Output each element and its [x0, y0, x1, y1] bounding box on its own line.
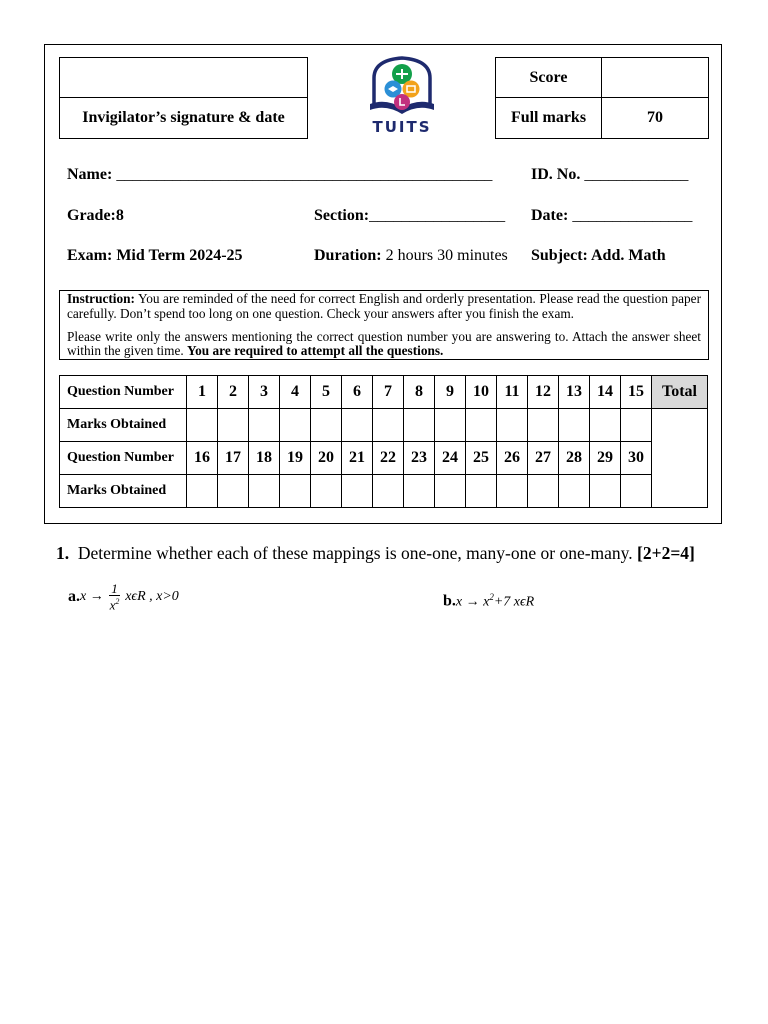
question-1-part-a	[68, 583, 179, 611]
section-field[interactable]	[314, 207, 505, 225]
question-number-cell: 6	[342, 376, 373, 409]
exam-field	[67, 247, 243, 265]
score-value-cell[interactable]	[601, 57, 709, 98]
total-header: Total	[652, 376, 708, 409]
marks-obtained-row-2	[60, 475, 708, 508]
marks-cell[interactable]	[559, 475, 590, 508]
full-marks-value: 70	[647, 109, 663, 126]
question-number-row-2	[60, 442, 708, 475]
marks-cell[interactable]	[621, 409, 652, 442]
instruction-text-1: You are reminded of the need for correct English and orderly presentation. Please read the question paper carefully. Don’t spend too long on one question. Check your answers after you finish the exam.	[67, 291, 701, 321]
id-line: _____________	[584, 166, 689, 183]
grade-label: Grade:	[67, 207, 116, 224]
marks-cell[interactable]	[590, 409, 621, 442]
marks-obtained-label: Marks Obtained	[60, 409, 187, 442]
full-marks-label-cell	[495, 97, 602, 139]
duration-field	[314, 247, 508, 265]
marks-cell[interactable]	[249, 475, 280, 508]
question-number-cell: 25	[466, 442, 497, 475]
question-number-cell: 19	[280, 442, 311, 475]
question-number-cell: 14	[590, 376, 621, 409]
score-label-cell	[495, 57, 602, 98]
question-number-cell: 7	[373, 376, 404, 409]
marks-cell[interactable]	[497, 409, 528, 442]
invigilator-label: Invigilator’s signature & date	[82, 109, 285, 126]
part-a-right: xϵR , x>0	[125, 589, 179, 605]
invigilator-label-cell	[59, 97, 308, 139]
question-number-cell: 21	[342, 442, 373, 475]
date-field[interactable]	[531, 207, 692, 225]
marks-cell[interactable]	[404, 409, 435, 442]
marks-cell[interactable]	[404, 475, 435, 508]
marks-obtained-label: Marks Obtained	[60, 475, 187, 508]
marks-cell[interactable]	[280, 409, 311, 442]
marks-cell[interactable]	[621, 475, 652, 508]
marks-cell[interactable]	[249, 409, 280, 442]
part-b-exp: 2	[489, 592, 494, 602]
question-1-marks: [2+2=4]	[637, 543, 695, 563]
question-number-cell: 29	[590, 442, 621, 475]
date-label: Date:	[531, 207, 569, 224]
id-label: ID. No.	[531, 166, 581, 183]
part-a-left: x →	[80, 589, 104, 605]
question-number-cell: 5	[311, 376, 342, 409]
subject-label: Subject: Add. Math	[531, 247, 666, 264]
full-marks-value-cell	[601, 97, 709, 139]
part-a-numerator: 1	[111, 581, 118, 596]
instruction-paragraph-2	[67, 330, 701, 360]
name-line: _______________________________________________	[116, 166, 493, 183]
question-number-cell: 9	[435, 376, 466, 409]
marks-obtained-row-1	[60, 409, 708, 442]
duration-label: Duration:	[314, 247, 382, 264]
exam-label: Exam: Mid Term 2024-25	[67, 247, 243, 264]
instruction-label: Instruction:	[67, 291, 135, 306]
marks-table	[59, 375, 708, 508]
question-number-cell: 26	[497, 442, 528, 475]
marks-cell[interactable]	[528, 409, 559, 442]
marks-cell[interactable]	[218, 475, 249, 508]
question-1-number: 1.	[56, 543, 70, 563]
marks-cell[interactable]	[342, 475, 373, 508]
duration-value: 2 hours 30 minutes	[385, 247, 508, 264]
instruction-text-2: Please write only the answers mentioning the correct question number you are answering to. Attach the answer sheet within the given time.	[67, 328, 701, 359]
question-number-label: Question Number	[60, 376, 187, 409]
part-a-den-exp: 2	[115, 597, 120, 606]
logo-text: TUITS	[372, 118, 432, 136]
question-number-cell: 24	[435, 442, 466, 475]
question-number-cell: 27	[528, 442, 559, 475]
marks-cell[interactable]	[280, 475, 311, 508]
grade-field	[67, 207, 124, 225]
date-line: _______________	[572, 207, 693, 224]
marks-cell[interactable]	[559, 409, 590, 442]
part-b-right: +7 xϵR	[493, 594, 535, 610]
instruction-text-2-bold: You are required to attempt all the questions.	[187, 343, 444, 359]
marks-cell[interactable]	[373, 409, 404, 442]
question-number-cell: 12	[528, 376, 559, 409]
instruction-paragraph-1	[67, 292, 701, 322]
question-number-cell: 13	[559, 376, 590, 409]
question-number-cell: 30	[621, 442, 652, 475]
marks-cell[interactable]	[466, 475, 497, 508]
question-number-cell: 22	[373, 442, 404, 475]
question-number-cell: 1	[187, 376, 218, 409]
section-label: Section:	[314, 207, 370, 224]
question-number-cell: 23	[404, 442, 435, 475]
question-number-cell: 11	[497, 376, 528, 409]
question-number-cell: 3	[249, 376, 280, 409]
question-1	[56, 543, 695, 564]
id-field[interactable]	[531, 166, 688, 184]
grade-value: 8	[115, 207, 124, 224]
question-number-cell: 20	[311, 442, 342, 475]
question-number-cell: 4	[280, 376, 311, 409]
marks-cell[interactable]	[373, 475, 404, 508]
marks-cell[interactable]	[497, 475, 528, 508]
part-b-label: b.	[443, 592, 456, 610]
marks-cell[interactable]	[466, 409, 497, 442]
full-marks-label: Full marks	[510, 109, 587, 126]
question-number-cell: 10	[466, 376, 497, 409]
question-1-part-b	[443, 592, 534, 611]
question-1-text: Determine whether each of these mappings is one-one, many-one or one-many.	[77, 543, 633, 563]
question-number-cell: 16	[187, 442, 218, 475]
marks-cell[interactable]	[311, 475, 342, 508]
question-number-cell: 28	[559, 442, 590, 475]
part-b-left: x →	[455, 594, 480, 610]
question-number-label: Question Number	[60, 442, 187, 475]
section-line: _________________	[369, 207, 506, 224]
part-a-label: a.	[68, 588, 80, 606]
part-a-fraction	[109, 583, 120, 611]
part-a-denominator	[109, 596, 120, 611]
question-number-cell: 15	[621, 376, 652, 409]
total-value-cell[interactable]	[652, 409, 708, 508]
marks-cell[interactable]	[187, 475, 218, 508]
question-number-cell: 17	[218, 442, 249, 475]
question-number-cell: 8	[404, 376, 435, 409]
marks-cell[interactable]	[311, 409, 342, 442]
part-b-base: x	[483, 594, 490, 610]
marks-cell[interactable]	[342, 409, 373, 442]
name-label: Name:	[67, 166, 113, 183]
marks-cell[interactable]	[435, 409, 466, 442]
tuits-logo	[362, 52, 442, 140]
subject-field	[531, 247, 666, 265]
marks-cell[interactable]	[218, 409, 249, 442]
question-number-cell: 18	[249, 442, 280, 475]
instruction-box	[59, 290, 709, 360]
name-field[interactable]	[67, 166, 492, 184]
marks-cell[interactable]	[187, 409, 218, 442]
invigilator-signature-box	[59, 57, 308, 98]
part-a-den-base: x	[109, 597, 116, 613]
question-number-row-1	[60, 376, 708, 409]
question-number-cell: 2	[218, 376, 249, 409]
marks-cell[interactable]	[528, 475, 559, 508]
marks-cell[interactable]	[435, 475, 466, 508]
marks-cell[interactable]	[590, 475, 621, 508]
score-label: Score	[529, 68, 568, 86]
